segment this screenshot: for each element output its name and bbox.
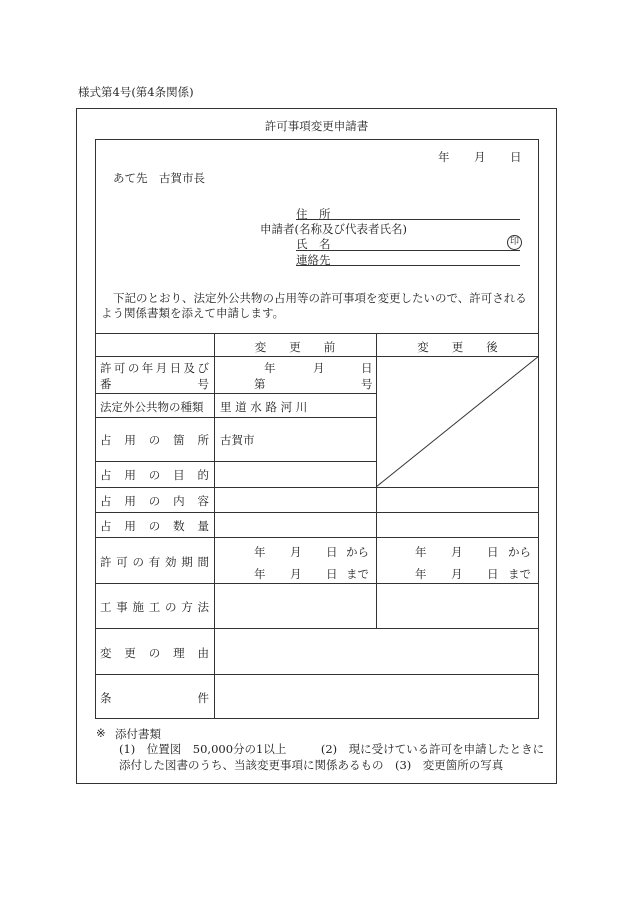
permit-no-prefix: 第 xyxy=(254,377,266,391)
before-from-day: 日 xyxy=(326,545,338,559)
quantity-label: 占 用 の 数 量 xyxy=(100,519,209,533)
grid-line xyxy=(95,512,539,513)
permit-date-label-line-2: 番 号 xyxy=(100,377,209,391)
period-label: 許 可 の 有 効 期 間 xyxy=(100,555,209,569)
method-label: 工 事 施 工 の 方 法 xyxy=(100,600,209,614)
name-field-line xyxy=(296,250,520,251)
date-month: 月 xyxy=(474,150,486,164)
addressee: あて先 古賀市長 xyxy=(113,171,205,185)
grid-line xyxy=(95,417,376,418)
applicant-label: 申請者(名称及び代表者氏名) xyxy=(260,222,407,236)
name-label: 氏 名 xyxy=(296,237,331,251)
grid-line xyxy=(95,461,376,462)
type-value: 里 道 水 路 河 川 xyxy=(220,400,308,414)
header-before: 変 更 前 xyxy=(254,340,336,354)
after-from-year: 年 xyxy=(415,545,427,559)
before-to-month: 月 xyxy=(290,567,302,581)
before-to-day: 日 xyxy=(326,567,338,581)
grid-line xyxy=(95,537,539,538)
after-to-year: 年 xyxy=(415,567,427,581)
location-label: 占 用 の 箇 所 xyxy=(100,433,209,447)
grid-line xyxy=(214,333,215,719)
after-from-month: 月 xyxy=(451,545,463,559)
address-field-line xyxy=(296,219,520,220)
permit-year: 年 xyxy=(264,361,276,375)
before-to-made: まで xyxy=(346,567,369,581)
grid-line xyxy=(95,333,539,334)
location-value: 古賀市 xyxy=(220,433,255,447)
body-line-1: 下記のとおり、法定外公共物の占用等の許可事項を変更したいので、許可される xyxy=(113,291,527,305)
form-number: 様式第4号(第4条関係) xyxy=(78,85,194,99)
attachments-mark: ※ xyxy=(96,726,106,740)
after-to-made: まで xyxy=(508,567,531,581)
contact-label: 連絡先 xyxy=(296,253,331,267)
grid-line xyxy=(95,628,539,629)
grid-line xyxy=(95,583,539,584)
after-to-month: 月 xyxy=(451,567,463,581)
form-title: 許可事項変更申請書 xyxy=(264,119,369,133)
conditions-label: 条 件 xyxy=(100,691,209,705)
header-after: 変 更 後 xyxy=(417,340,498,354)
permit-no-suffix: 号 xyxy=(361,377,373,391)
type-label: 法定外公共物の種類 xyxy=(100,400,204,414)
before-from-kara: から xyxy=(346,545,369,559)
grid-line xyxy=(95,674,539,675)
attachments-line-1: (1) 位置図 50,000分の1以上 (2) 現に受けている許可を申請したときに xyxy=(119,742,545,756)
contact-field-line xyxy=(296,265,520,266)
purpose-label: 占 用 の 目 的 xyxy=(100,468,209,482)
date-year: 年 xyxy=(438,150,450,164)
after-to-day: 日 xyxy=(487,567,499,581)
attachments-title: 添付書類 xyxy=(115,727,161,741)
permit-day: 日 xyxy=(361,361,373,375)
attachments-line-2: 添付した図書のうち、当該変更事項に関係あるもの (3) 変更箇所の写真 xyxy=(119,758,504,772)
seal-icon: 印 xyxy=(507,235,522,250)
content-label: 占 用 の 内 容 xyxy=(100,494,209,508)
after-from-day: 日 xyxy=(487,545,499,559)
after-from-kara: から xyxy=(508,545,531,559)
grid-line xyxy=(95,393,376,394)
permit-month: 月 xyxy=(313,361,325,375)
reason-label: 変 更 の 理 由 xyxy=(100,646,209,660)
body-line-2: よう関係書類を添えて申請します。 xyxy=(101,306,285,320)
address-label: 住 所 xyxy=(296,207,331,221)
diagonal-strike xyxy=(376,356,539,487)
permit-date-label-line-1: 許 可 の 年 月 日 及 び xyxy=(100,361,209,375)
grid-line xyxy=(95,487,539,488)
before-from-month: 月 xyxy=(290,545,302,559)
before-to-year: 年 xyxy=(254,567,266,581)
date-day: 日 xyxy=(510,150,522,164)
before-from-year: 年 xyxy=(254,545,266,559)
